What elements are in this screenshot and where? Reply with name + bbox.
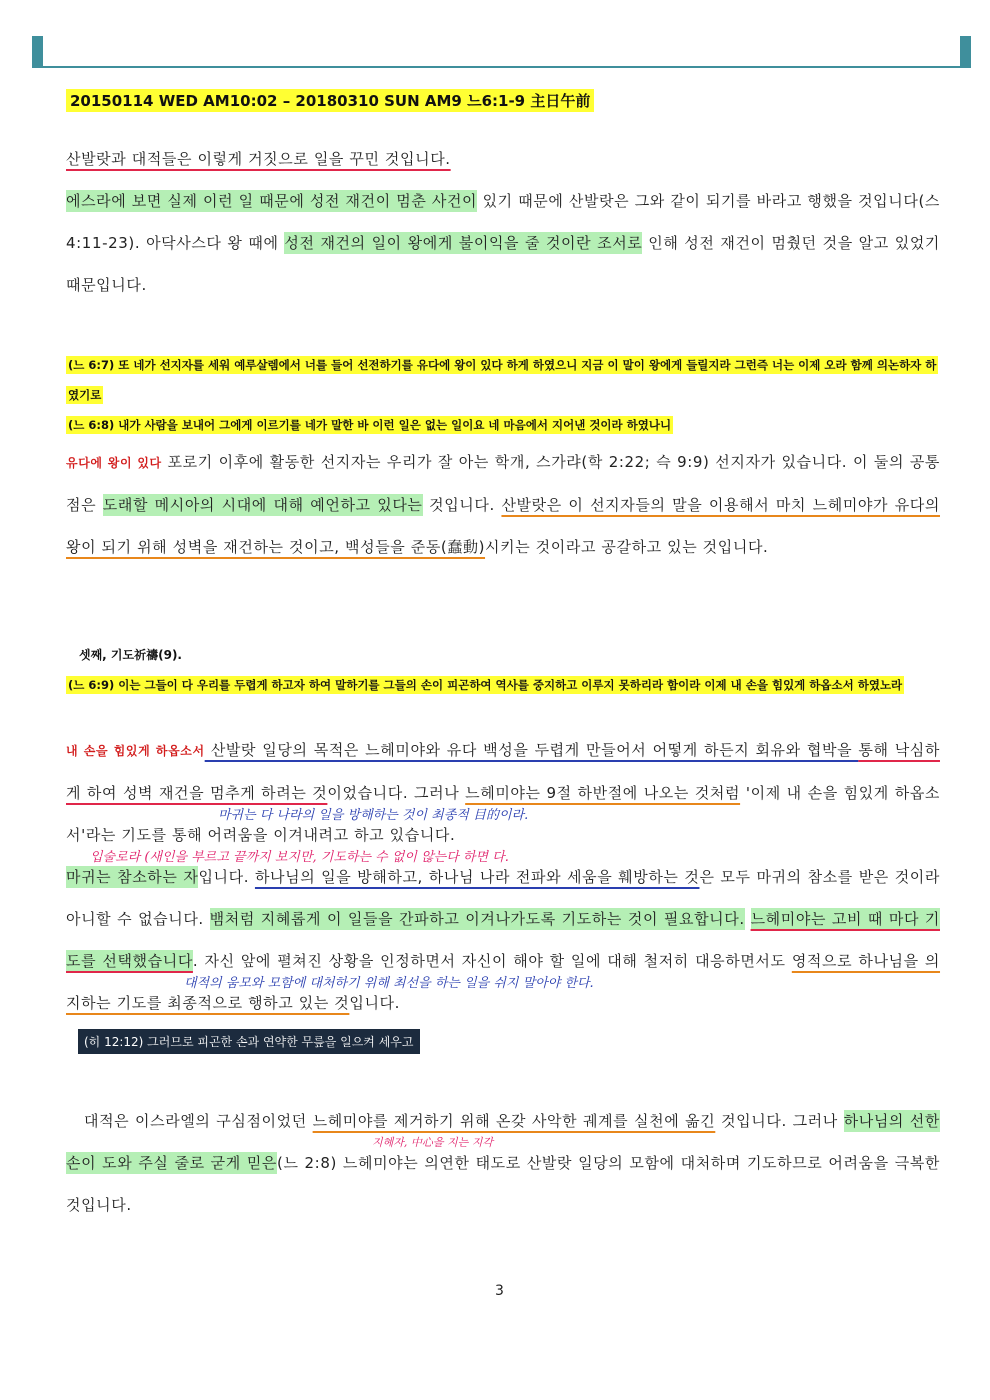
quote-neh-6-8-text: (느 6:8) 내가 사람을 보내어 그에게 이르기를 네가 말한 바 이런 일은 없는 일이요 네 마음에서 지어낸 것이라 하였나니 (68, 418, 672, 432)
p1-text: 산발랏과 대적들은 이렇게 거짓으로 일을 꾸민 것입니다. (66, 150, 451, 168)
header-rule (32, 66, 971, 68)
header-bar-left (32, 36, 43, 66)
p6-text-1: 대적은 이스라엘의 구심점이었던 (84, 1112, 313, 1130)
p4-underline-blue: 산발랏 일당의 목적은 느헤미야와 유다 백성을 두렵게 만들어서 어떻게 하든지 회유와 협박을 (204, 741, 859, 759)
p4-underline-red: 통해 낙심하게 하여 성벽 재건을 멈추게 하려는 것 (66, 741, 940, 802)
header-bar-right (960, 36, 971, 66)
p4-text-1: 이었습니다. 그러나 (327, 784, 466, 802)
quote-heb-12-12: (히 12:12) 그러므로 피곤한 손과 연약한 무릎을 일으켜 세우고 (78, 1029, 420, 1054)
p2-highlight-2: 성전 재건의 일이 왕에게 불이익을 줄 것이란 조서로 (284, 234, 643, 252)
paragraph-5 (66, 856, 940, 1024)
p3-text-2: 것입니다. (422, 496, 502, 514)
handwritten-note-1: 마귀는 다 나라의 일을 방해하는 것이 최종적 目的이라. (218, 808, 529, 823)
p6-underline: 느헤미야를 제거하기 위해 온갖 사악한 궤계를 실천에 옮긴 (312, 1112, 716, 1130)
p4-underline-orange: 느헤미야는 9절 하반절에 나오는 것처럼 (465, 784, 741, 802)
paragraph-1 (66, 138, 940, 180)
p5-underline-2: 영적으로 하나님을 의지하는 기도를 최종적으로 행하고 있는 것 (66, 952, 941, 1012)
p3-text-3: 시키는 것이라고 공갈하고 있는 것입니다. (485, 538, 769, 556)
quote-neh-6-7-text: (느 6:7) 또 네가 선지자를 세워 예루살렘에서 너를 들어 선전하기를 유다에 왕이 있다 하게 하였으니 지금 이 말이 왕에게 들릴지라 그런즉 너는 이제 오라 함께 의논하자 하였기로 (68, 358, 937, 402)
page-number: 3 (495, 1283, 504, 1299)
p2-text-2: 인해 성전 재건이 멈췄던 것을 알고 있었기 때문입니다. (66, 234, 941, 294)
handwritten-note-4: 지혜자, 中心을 지는 지각 (372, 1136, 493, 1149)
p2-highlight-1: 에스라에 보면 실제 이런 일 때문에 성전 재건이 멈춘 사건이 (66, 192, 478, 210)
p5-text-1: 입니다. (198, 868, 255, 886)
quote-neh-6-9 (66, 670, 940, 700)
p5-text-2: 은 모두 마귀의 참소를 받은 것이라 아니할 수 없습니다. (66, 868, 940, 928)
date-line: 20150114 WED AM10:02 – 20180310 SUN AM9 느6:1-9 主日午前 (66, 89, 594, 112)
p5-highlight-1: 마귀는 참소하는 자 (66, 868, 199, 886)
p3-underline: 산발랏은 이 선지자들의 말을 이용해서 마치 느헤미야가 유다의 왕이 되기 위해 성벽을 재건하는 것이고, 백성들을 준동(蠢動) (66, 496, 940, 556)
p6-highlight: 하나님의 선한 손이 도와 주실 줄로 굳게 믿은 (66, 1112, 940, 1172)
p3-lead: 유다에 왕이 있다 (66, 456, 162, 470)
p4-lead: 내 손을 힘있게 하옵소서 (66, 744, 205, 758)
paragraph-4 (66, 729, 940, 856)
paragraph-3 (66, 441, 940, 568)
p6-text-3: (느 2:8) 느헤미야는 의연한 태도로 산발랏 일당의 모함에 대처하며 기도하므로 어려움을 극복한 것입니다. (66, 1154, 940, 1214)
p5-space (745, 910, 751, 928)
p5-text-3: . 자신 앞에 펼쳐진 상황을 인정하면서 자신이 해야 할 일에 대해 철저히 대응하면서도 (192, 952, 792, 970)
p3-highlight: 도래할 메시아의 시대에 대해 예언하고 있다는 (102, 496, 423, 514)
p5-highlight-2: 뱀처럼 지혜롭게 이 일들을 간파하고 이겨나가도록 기도하는 것이 필요합니다. (209, 910, 745, 928)
quote-neh-6-8 (66, 410, 940, 440)
handwritten-note-3: 대적의 움모와 모함에 대처하기 위해 최선을 하는 일을 쉬지 말아야 한다. (184, 976, 594, 991)
p6-text-2: 것입니다. 그러나 (715, 1112, 844, 1130)
quote-neh-6-7 (66, 350, 940, 410)
handwritten-note-2: 입술로라 (새인을 부르고 끝까지 보지만, 기도하는 수 없이 않는다 하면 다. (90, 850, 509, 865)
quote-neh-6-9-text: (느 6:9) 이는 그들이 다 우리를 두렵게 하고자 하여 말하기를 그들의 손이 피곤하여 역사를 중지하고 이루지 못하리라 함이라 이제 내 손을 힘있게 하옵소서 하였노라 (68, 678, 903, 692)
p5-text-4: 입니다. (349, 994, 401, 1012)
p3-text-1: 포로기 이후에 활동한 선지자는 우리가 잘 아는 학개, 스가랴(학 2:22; 슥 9:9) 선지자가 있습니다. 이 둘의 공통점은 (66, 453, 940, 514)
p4-text-2: '이제 내 손을 힘있게 하옵소서'라는 기도를 통해 어려움을 이겨내려고 하고 있습니다. (66, 784, 940, 844)
section-title-prayer: 셋째, 기도祈禱(9). (79, 648, 182, 662)
p5-underline-1: 하나님의 일을 방해하고, 하나님 나라 전파와 세움을 훼방하는 것 (254, 868, 700, 886)
p2-text-1: 있기 때문에 산발랏은 그와 같이 되기를 바라고 행했을 것입니다(스 4:11-23). 아닥사스다 왕 때에 (66, 192, 940, 252)
paragraph-6 (66, 1100, 940, 1226)
p5-highlight-3: 느헤미야는 고비 때 마다 기도를 선택했습니다 (66, 910, 940, 970)
paragraph-2 (66, 180, 940, 306)
